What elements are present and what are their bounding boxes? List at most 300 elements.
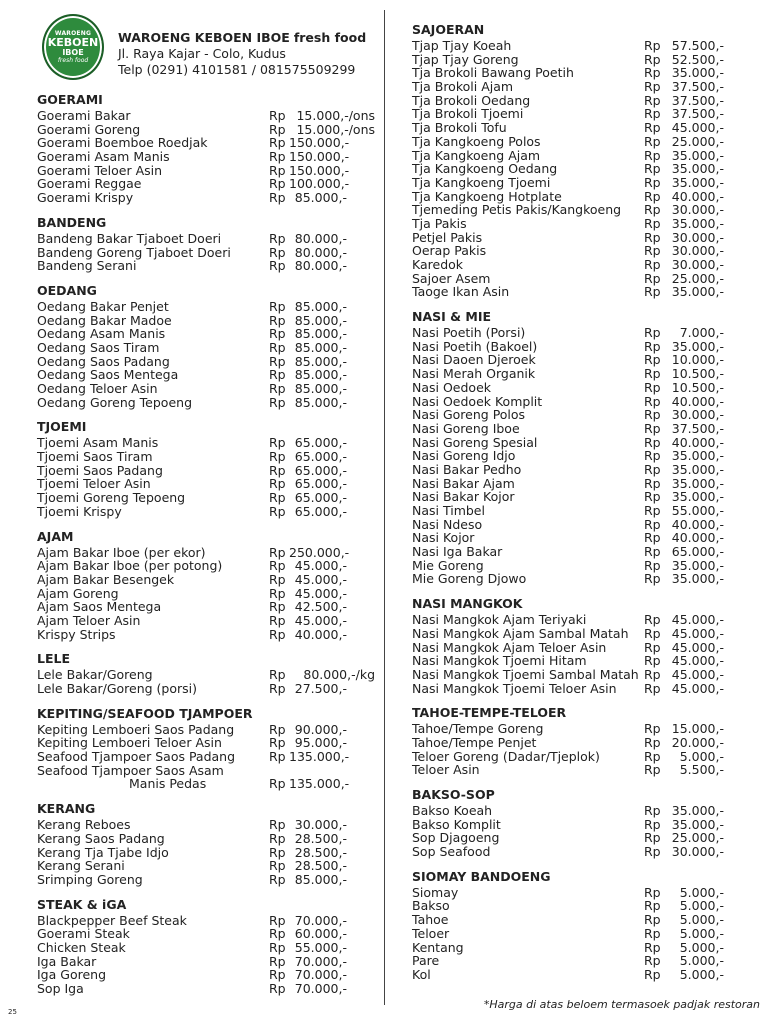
menu-item-name: Goerami Steak xyxy=(37,926,130,942)
menu-item xyxy=(37,927,382,941)
menu-item-name: Goerami Teloer Asin xyxy=(37,162,163,178)
menu-item-price: 70.000,- xyxy=(294,981,347,996)
menu-item-name: Tjoemi Asam Manis xyxy=(37,435,159,451)
menu-item-price: 45.000,- xyxy=(671,666,724,682)
menu-item-name: Tjoemi Teloer Asin xyxy=(37,476,151,492)
menu-section xyxy=(37,529,382,642)
section-title: GOERAMI xyxy=(37,92,103,107)
menu-section xyxy=(37,419,382,518)
currency-label: Rp xyxy=(644,734,661,750)
menu-item xyxy=(412,176,742,190)
currency-label: Rp xyxy=(644,898,661,914)
menu-item-name: Oedang Goreng Tepoeng xyxy=(37,394,193,410)
menu-item-name: Oedang Saos Tiram xyxy=(37,339,160,355)
menu-item-price: 5.000,- xyxy=(679,966,724,982)
currency-label: Rp xyxy=(269,612,286,628)
menu-item-name: Nasi Poetih (Porsi) xyxy=(412,325,526,341)
currency-label: Rp xyxy=(644,393,661,409)
menu-item-name: Oedang Bakar Madoe xyxy=(37,312,172,328)
menu-item-price: 85.000,- xyxy=(294,871,347,887)
menu-item-name: Sop Seafood xyxy=(412,844,491,860)
menu-item-name: Nasi Bakar Pedho xyxy=(412,461,522,477)
tax-footnote: *Harga di atas beloem termasoek padjak restoran xyxy=(483,998,760,1011)
logo-text-line3: IBOE xyxy=(62,48,84,57)
menu-item-price: 40.000,- xyxy=(671,188,724,204)
menu-section xyxy=(412,596,742,695)
menu-item-name: Nasi Oedoek xyxy=(412,379,492,395)
menu-item xyxy=(37,955,382,969)
menu-item-name: Blackpepper Beef Steak xyxy=(37,912,187,928)
menu-item-name: Tjap Tjay Koeah xyxy=(412,38,512,53)
currency-label: Rp xyxy=(269,871,286,887)
menu-item xyxy=(412,668,742,682)
menu-item-name: Oedang Teloer Asin xyxy=(37,381,158,396)
menu-item-name: Nasi Iga Bakar xyxy=(412,544,503,560)
menu-item-name: Kerang Saos Padang xyxy=(37,830,165,846)
currency-label: Rp xyxy=(269,353,286,369)
menu-item-price: 90.000,- xyxy=(294,721,347,737)
currency-label: Rp xyxy=(644,489,661,505)
menu-item xyxy=(412,340,742,354)
menu-item-price: 5.000,- xyxy=(679,748,724,764)
menu-item xyxy=(412,845,742,859)
menu-section xyxy=(37,283,382,410)
menu-item-name: Tahoe/Tempe Penjet xyxy=(412,734,537,750)
menu-item-name: Kerang Tja Tjabe Idjo xyxy=(37,844,169,860)
menu-section xyxy=(412,22,742,299)
currency-label: Rp xyxy=(644,625,661,641)
currency-label: Rp xyxy=(269,121,286,137)
menu-item-price: 5.000,- xyxy=(679,925,724,941)
menu-item xyxy=(412,831,742,845)
currency-label: Rp xyxy=(644,925,661,941)
menu-item-name: Oedang Bakar Penjet xyxy=(37,298,169,314)
menu-item-name: Tja Kangkoeng Oedang xyxy=(412,161,558,177)
menu-item-name: Nasi Goreng Spesial xyxy=(412,434,538,450)
menu-item-price: 85.000,- xyxy=(294,339,347,355)
menu-item-price: 55.000,- xyxy=(294,939,347,955)
menu-item-name: Pare xyxy=(412,953,440,969)
section-title: STEAK & iGA xyxy=(37,896,127,912)
menu-item-price: 5.000,- xyxy=(679,953,724,969)
menu-item xyxy=(412,736,742,750)
restaurant-name-line xyxy=(118,30,366,46)
menu-item-price: 45.000,- xyxy=(671,653,724,669)
menu-section xyxy=(412,705,742,777)
currency-label: Rp xyxy=(269,858,286,874)
menu-item-name: Nasi Merah Organik xyxy=(412,366,536,382)
menu-item xyxy=(37,750,382,764)
menu-item-name: Karedok xyxy=(412,257,464,272)
menu-section xyxy=(37,215,382,273)
menu-item-price: 30.000,- xyxy=(671,407,724,423)
menu-item xyxy=(37,191,382,205)
menu-item xyxy=(412,449,742,463)
currency-label: Rp xyxy=(644,816,661,832)
menu-item xyxy=(37,341,382,355)
restaurant-name: WAROENG KEBOEN IBOE xyxy=(118,30,290,45)
menu-item-price: 45.000,- xyxy=(671,639,724,655)
restaurant-address: Jl. Raya Kajar - Colo, Kudus xyxy=(118,46,286,61)
currency-label: Rp xyxy=(644,407,661,423)
section-title: AJAM xyxy=(37,528,74,544)
menu-item-name: Ajam Bakar Iboe (per potong) xyxy=(37,558,223,574)
menu-item-price: 35.000,- xyxy=(671,489,724,505)
menu-item-price: 85.000,- xyxy=(294,381,347,396)
menu-item xyxy=(37,982,382,996)
menu-item xyxy=(37,723,382,737)
menu-item xyxy=(412,285,742,299)
currency-label: Rp xyxy=(644,748,661,764)
restaurant-phone: Telp (0291) 4101581 / 081575509299 xyxy=(118,62,356,77)
menu-item xyxy=(37,832,382,846)
menu-item-price: 30.000,- xyxy=(671,257,724,272)
currency-label: Rp xyxy=(269,381,286,396)
menu-item-name: Lele Bakar/Goreng xyxy=(37,667,153,683)
menu-item-price: 40.000,- xyxy=(671,516,724,532)
menu-item-price: 35.000,- xyxy=(671,448,724,464)
menu-item-price: 28.500,- xyxy=(294,844,347,860)
section-title: TJOEMI xyxy=(37,419,87,435)
menu-item-price: 80.000,- xyxy=(294,258,347,274)
menu-item-name: Tja Kangkoeng Hotplate xyxy=(412,188,562,204)
menu-item-price: 10.000,- xyxy=(671,352,724,368)
menu-item-name: Tahoe/Tempe Goreng xyxy=(412,721,544,737)
currency-label: Rp xyxy=(644,612,661,628)
menu-section xyxy=(37,897,382,996)
menu-item xyxy=(412,162,742,176)
currency-label: Rp xyxy=(644,680,661,696)
menu-item xyxy=(37,573,382,587)
logo-text-line1: WAROENG xyxy=(54,30,92,37)
menu-item xyxy=(412,954,742,968)
menu-item-name: Tja Brokoli Ajam xyxy=(412,79,514,95)
menu-item-price: 5.000,- xyxy=(679,939,724,955)
menu-item-price: 35.000,- xyxy=(671,284,724,300)
menu-item-name: Mie Goreng Djowo xyxy=(412,571,527,587)
menu-section xyxy=(37,92,382,205)
menu-item xyxy=(412,490,742,504)
menu-item-name: Nasi Daoen Djeroek xyxy=(412,352,536,368)
menu-item xyxy=(37,505,382,519)
menu-item xyxy=(37,546,382,560)
menu-item xyxy=(412,66,742,80)
menu-item-price: 65.000,- xyxy=(294,490,347,506)
menu-item xyxy=(37,859,382,873)
menu-item-name: Oedang Saos Mentega xyxy=(37,367,179,383)
menu-item-price: 30.000,- xyxy=(294,817,347,833)
menu-item-price: 5.000,- xyxy=(679,884,724,900)
menu-item xyxy=(412,258,742,272)
menu-item-name: Nasi Bakar Kojor xyxy=(412,489,515,505)
menu-item xyxy=(412,326,742,340)
menu-item-name: Tjoemi Krispy xyxy=(37,503,122,519)
menu-item-price: 70.000,- xyxy=(294,967,347,983)
currency-label: Rp xyxy=(269,490,286,506)
menu-item xyxy=(37,668,382,682)
menu-item xyxy=(37,177,382,191)
menu-item-price: 65.000,- xyxy=(294,449,347,465)
currency-label: Rp xyxy=(644,243,661,259)
menu-item xyxy=(412,381,742,395)
menu-item-price: 65.000,- xyxy=(294,462,347,478)
menu-item xyxy=(37,873,382,887)
currency-label: Rp xyxy=(644,830,661,846)
menu-item-name: Goerami Asam Manis xyxy=(37,149,170,165)
currency-label: Rp xyxy=(644,106,661,122)
menu-item xyxy=(37,477,382,491)
menu-item-name: Chicken Steak xyxy=(37,939,126,955)
section-title: NASI & MIE xyxy=(412,309,492,325)
currency-label: Rp xyxy=(269,462,286,478)
currency-label: Rp xyxy=(644,475,661,491)
menu-item xyxy=(412,107,742,121)
menu-item-name: Nasi Mangkok Ajam Teriyaki xyxy=(412,612,587,628)
menu-item-name: Siomay xyxy=(412,884,459,900)
menu-item-price: 150.000,- xyxy=(289,135,350,151)
currency-label: Rp xyxy=(644,912,661,928)
menu-item xyxy=(412,353,742,367)
menu-item xyxy=(37,941,382,955)
currency-label: Rp xyxy=(644,270,661,286)
menu-item-price: 57.500,- xyxy=(671,38,724,53)
menu-item-price: 80.000,- xyxy=(294,230,347,246)
menu-item-name: Nasi Oedoek Komplit xyxy=(412,393,543,409)
menu-item-price: 135.000,- xyxy=(289,749,350,765)
menu-item-price: 35.000,- xyxy=(671,557,724,573)
menu-item-price: 37.500,- xyxy=(671,420,724,436)
menu-item-price: 65.000,- xyxy=(671,544,724,560)
menu-item xyxy=(37,232,382,246)
menu-item-name: Ajam Goreng xyxy=(37,585,119,601)
menu-item-name: Kerang Reboes xyxy=(37,817,131,833)
menu-item xyxy=(37,559,382,573)
menu-item-name: Iga Bakar xyxy=(37,953,97,969)
menu-section xyxy=(37,801,382,886)
menu-item-price: 35.000,- xyxy=(671,461,724,477)
menu-item xyxy=(412,121,742,135)
menu-item-price: 250.000,- xyxy=(289,544,350,560)
menu-item-name: Kepiting Lemboeri Teloer Asin xyxy=(37,735,222,751)
menu-item-name: Tahoe xyxy=(412,912,449,928)
menu-item-price: 5.000,- xyxy=(679,912,724,928)
menu-item-name: Nasi Timbel xyxy=(412,503,485,518)
currency-label: Rp xyxy=(644,65,661,81)
menu-item xyxy=(412,627,742,641)
menu-item-price: 85.000,- xyxy=(294,190,347,206)
menu-item xyxy=(37,368,382,382)
currency-label: Rp xyxy=(644,120,661,136)
menu-item xyxy=(37,300,382,314)
section-title: NASI MANGKOK xyxy=(412,596,523,612)
menu-item-name: Nasi Bakar Ajam xyxy=(412,475,515,491)
currency-label: Rp xyxy=(644,639,661,655)
section-title: LELE xyxy=(37,651,71,667)
menu-item-name: Bandeng Bakar Tjaboet Doeri xyxy=(37,230,222,246)
menu-item-name: Srimping Goreng xyxy=(37,871,143,887)
currency-label: Rp xyxy=(644,51,661,67)
menu-item-name: Kepiting Lemboeri Saos Padang xyxy=(37,721,235,737)
menu-item-price: 35.000,- xyxy=(671,161,724,177)
column-divider xyxy=(384,10,385,1005)
menu-item xyxy=(37,736,382,750)
menu-item-price: 65.000,- xyxy=(294,476,347,492)
section-title: TAHOE-TEMPE-TELOER xyxy=(412,705,567,721)
restaurant-header xyxy=(38,12,378,86)
currency-label: Rp xyxy=(269,721,286,737)
menu-item xyxy=(37,818,382,832)
menu-item xyxy=(412,886,742,900)
menu-item-price: 30.000,- xyxy=(671,229,724,245)
menu-item xyxy=(412,654,742,668)
currency-label: Rp xyxy=(269,626,286,642)
currency-label: Rp xyxy=(269,326,286,342)
currency-label: Rp xyxy=(269,585,286,601)
menu-item xyxy=(37,259,382,273)
menu-item-name: Tja Kangkoeng Tjoemi xyxy=(412,174,551,190)
currency-label: Rp xyxy=(269,190,286,206)
menu-item-name: Ajam Teloer Asin xyxy=(37,612,141,628)
menu-item-name: Teloer Goreng (Dadar/Tjeplok) xyxy=(412,748,600,764)
currency-label: Rp xyxy=(269,258,286,274)
currency-label: Rp xyxy=(269,667,286,683)
currency-label: Rp xyxy=(644,92,661,108)
menu-item xyxy=(412,518,742,532)
menu-item-price: 15.000,- xyxy=(671,721,724,737)
menu-item xyxy=(412,968,742,982)
menu-item-name: Teloer Asin xyxy=(412,762,480,778)
currency-label: Rp xyxy=(644,530,661,546)
menu-item-price: 95.000,- xyxy=(294,735,347,751)
section-title: KERANG xyxy=(37,801,96,817)
menu-item-price: 25.000,- xyxy=(671,270,724,286)
menu-item-name: Iga Goreng xyxy=(37,967,107,983)
menu-item-name: Tjoemi Saos Padang xyxy=(37,462,163,478)
currency-label: Rp xyxy=(269,558,286,574)
menu-item xyxy=(37,246,382,260)
currency-label: Rp xyxy=(644,352,661,368)
menu-item-price: 45.000,- xyxy=(294,571,347,587)
menu-item-price: 85.000,- xyxy=(294,312,347,328)
menu-item xyxy=(37,628,382,642)
menu-item-name: Ajam Bakar Iboe (per ekor) xyxy=(37,544,206,560)
menu-item xyxy=(412,504,742,518)
currency-label: Rp xyxy=(269,953,286,969)
menu-item-name: Tjemeding Petis Pakis/Kangkoeng xyxy=(412,202,622,218)
menu-item-price: 100.000,- xyxy=(289,176,350,192)
menu-item-price: 37.500,- xyxy=(671,79,724,95)
menu-item-name: Goerami Bakar xyxy=(37,108,131,123)
currency-label: Rp xyxy=(644,434,661,450)
restaurant-tagline: fresh food xyxy=(293,30,367,45)
menu-item-price: 35.000,- xyxy=(671,215,724,231)
menu-item xyxy=(412,94,742,108)
currency-label: Rp xyxy=(269,735,286,751)
menu-item-name: Nasi Mangkok Tjoemi Hitam xyxy=(412,653,587,669)
menu-item xyxy=(412,135,742,149)
currency-label: Rp xyxy=(644,721,661,737)
menu-item-name: Taoge Ikan Asin xyxy=(412,284,510,300)
menu-item-name: Goerami Krispy xyxy=(37,190,134,206)
currency-label: Rp xyxy=(644,503,661,518)
menu-item xyxy=(37,355,382,369)
currency-label: Rp xyxy=(269,135,286,151)
menu-item-name: Nasi Poetih (Bakoel) xyxy=(412,338,538,354)
menu-item-name: Nasi Goreng Polos xyxy=(412,407,526,423)
menu-item-price: 35.000,- xyxy=(671,338,724,354)
menu-item-price: 20.000,- xyxy=(671,734,724,750)
currency-label: Rp xyxy=(269,749,286,765)
menu-item-name: Ajam Saos Mentega xyxy=(37,599,162,615)
currency-label: Rp xyxy=(269,981,286,996)
currency-label: Rp xyxy=(644,762,661,778)
menu-item xyxy=(37,123,382,137)
menu-item-name: Nasi Kojor xyxy=(412,530,475,546)
menu-item xyxy=(412,244,742,258)
menu-item-name: Nasi Ndeso xyxy=(412,516,483,532)
menu-item xyxy=(412,272,742,286)
menu-item-name: Mie Goreng xyxy=(412,557,484,573)
currency-label: Rp xyxy=(644,147,661,163)
currency-label: Rp xyxy=(644,202,661,218)
currency-label: Rp xyxy=(644,338,661,354)
currency-label: Rp xyxy=(644,966,661,982)
menu-item xyxy=(37,968,382,982)
menu-item-name: Teloer xyxy=(412,925,450,941)
menu-item-price: 80.000,- xyxy=(294,244,347,260)
menu-item xyxy=(37,450,382,464)
menu-item-name: Oedang Saos Padang xyxy=(37,353,170,369)
currency-label: Rp xyxy=(644,461,661,477)
menu-item xyxy=(37,682,382,696)
currency-label: Rp xyxy=(644,544,661,560)
currency-label: Rp xyxy=(269,230,286,246)
currency-label: Rp xyxy=(644,516,661,532)
currency-label: Rp xyxy=(269,449,286,465)
menu-item xyxy=(412,395,742,409)
menu-item xyxy=(412,463,742,477)
menu-item-name: Tjap Tjay Goreng xyxy=(412,51,519,67)
menu-item-price: 85.000,- xyxy=(294,353,347,369)
menu-item xyxy=(412,641,742,655)
menu-item-name: Kol xyxy=(412,966,431,982)
currency-label: Rp xyxy=(644,257,661,272)
menu-item-name: Lele Bakar/Goreng (porsi) xyxy=(37,681,198,696)
menu-item-price: 45.000,- xyxy=(671,120,724,136)
currency-label: Rp xyxy=(269,926,286,942)
menu-item-price: 150.000,- xyxy=(289,149,350,165)
menu-column-right xyxy=(412,22,742,992)
menu-item-name: Ajam Bakar Besengek xyxy=(37,571,175,587)
menu-item xyxy=(37,436,382,450)
menu-item-name: Bakso Komplit xyxy=(412,816,501,832)
menu-item xyxy=(37,491,382,505)
menu-item-price: 35.000,- xyxy=(671,65,724,81)
menu-item xyxy=(412,559,742,573)
currency-label: Rp xyxy=(269,967,286,983)
currency-label: Rp xyxy=(644,953,661,969)
menu-item-name: Manis Pedas xyxy=(129,776,207,792)
menu-item-price: 60.000,- xyxy=(294,926,347,942)
menu-item xyxy=(37,600,382,614)
menu-item-name: Petjel Pakis xyxy=(412,229,483,245)
currency-label: Rp xyxy=(269,244,286,260)
logo-text-line4: fresh food xyxy=(57,57,89,64)
menu-item-price: 45.000,- xyxy=(671,625,724,641)
menu-item-price: 55.000,- xyxy=(671,503,724,518)
menu-item-name: Tjoemi Saos Tiram xyxy=(37,449,153,465)
menu-item-name: Goerami Boemboe Roedjak xyxy=(37,135,208,151)
